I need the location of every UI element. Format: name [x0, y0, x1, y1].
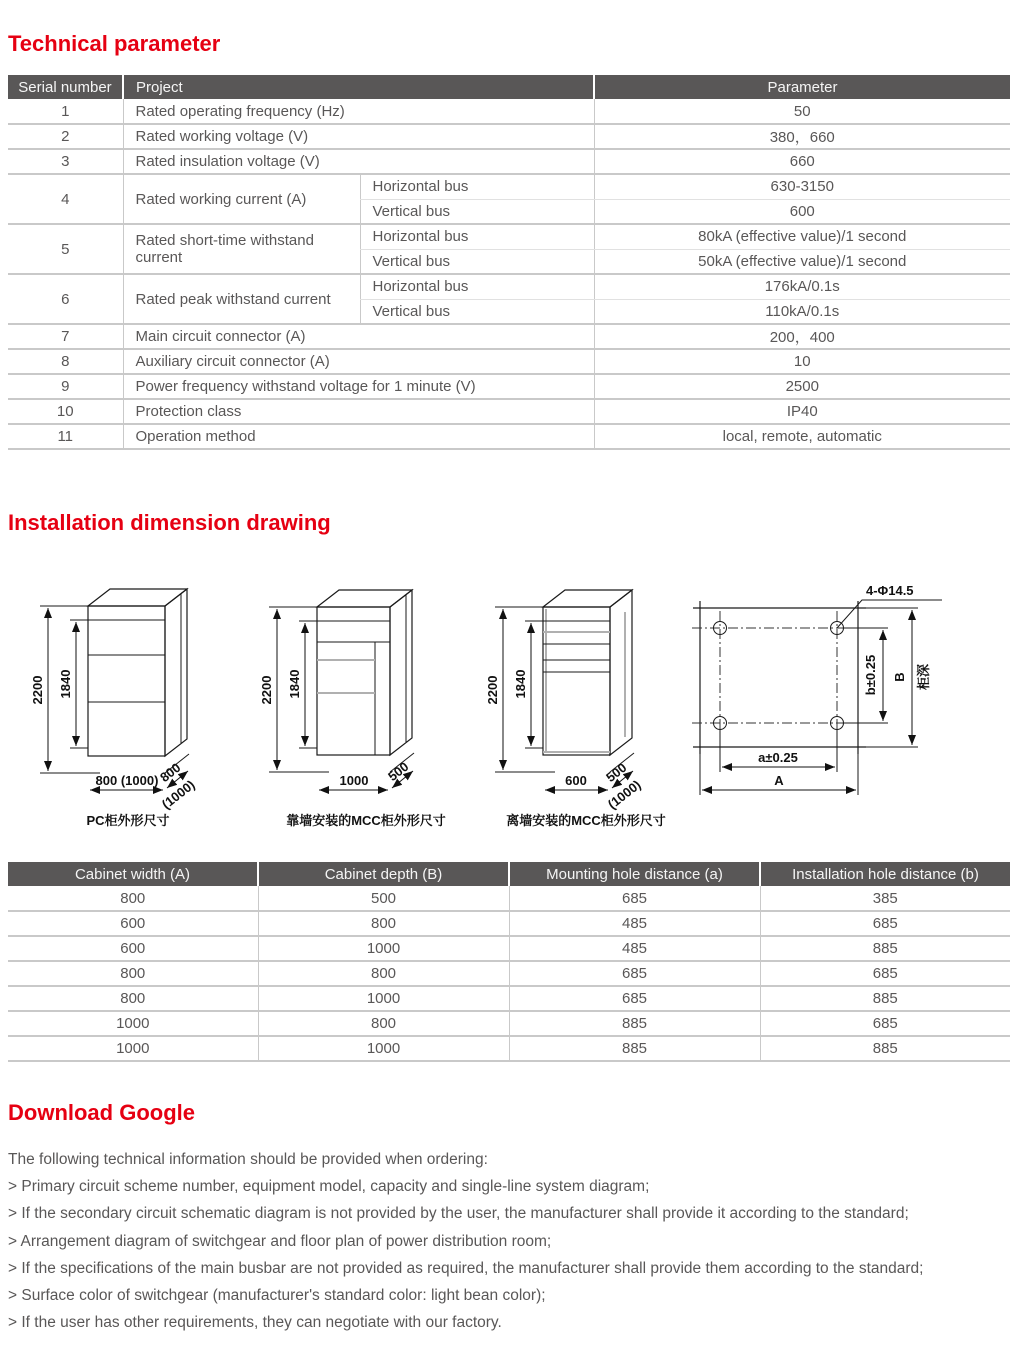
ordering-information — [8, 1146, 1010, 1336]
cell: 685 — [760, 911, 1010, 936]
ordering-intro: The following technical information should be provided when ordering: — [8, 1151, 488, 1168]
parameter-cell: 630-3150 — [594, 174, 1010, 199]
table-row — [8, 224, 1010, 249]
dim-label-width: 1000 — [339, 773, 369, 788]
table-row — [8, 961, 1010, 986]
cell: 685 — [509, 961, 760, 986]
dim-label-height: 2200 — [485, 675, 500, 705]
bus-cell: Horizontal bus — [360, 274, 594, 299]
parameter-cell: 10 — [594, 349, 1010, 374]
hole-spec-label: 4-Φ14.5 — [866, 583, 914, 598]
cell: 885 — [760, 1036, 1010, 1061]
bus-cell: Vertical bus — [360, 299, 594, 324]
dim-label-height: 2200 — [259, 675, 274, 705]
mcc-wall-cabinet-drawing — [255, 572, 470, 807]
dim-label-inner-height: 1840 — [58, 669, 73, 699]
cell: 500 — [258, 886, 509, 911]
table-row — [8, 174, 1010, 199]
bus-cell: Vertical bus — [360, 249, 594, 274]
cabinet-dimension-table — [8, 862, 1010, 1062]
serial-cell: 9 — [8, 374, 123, 399]
parameter-cell: local, remote, automatic — [594, 424, 1010, 449]
hole-distance-a-label: a±0.25 — [758, 750, 798, 765]
table-row — [8, 274, 1010, 299]
parameter-cell: 2500 — [594, 374, 1010, 399]
caption-mcc-free: 离墙安装的MCC柜外形尺寸 — [506, 813, 666, 828]
table-row — [8, 99, 1010, 124]
parameter-cell: 380，660 — [594, 124, 1010, 149]
bus-cell: Horizontal bus — [360, 224, 594, 249]
project-cell: Power frequency withstand voltage for 1 minute (V) — [123, 374, 594, 399]
cell: 800 — [8, 961, 258, 986]
cell: 485 — [509, 936, 760, 961]
dim-label-depth-alt: (1000) — [158, 776, 198, 812]
caption-pc-cabinet: PC柜外形尺寸 — [86, 813, 170, 828]
mounting-hole-plan-drawing — [690, 575, 1017, 805]
ordering-item: > Primary circuit scheme number, equipment model, capacity and single-line system diagram; — [8, 1178, 650, 1196]
mounting-holes — [714, 622, 844, 730]
project-cell: Rated working voltage (V) — [123, 124, 594, 149]
project-cell: Operation method — [123, 424, 594, 449]
technical-parameter-table — [8, 75, 1010, 450]
dimension-lines — [277, 609, 413, 790]
dim-label-inner-height: 1840 — [513, 669, 528, 699]
header-cabinet-width: Cabinet width (A) — [8, 862, 258, 886]
ordering-item: > Arrangement diagram of switchgear and floor plan of power distribution room; — [8, 1232, 552, 1250]
header-installation-hole-distance: Installation hole distance (b) — [760, 862, 1010, 886]
cell: 1000 — [8, 1036, 258, 1061]
project-cell: Rated peak withstand current — [123, 274, 360, 324]
serial-cell: 10 — [8, 399, 123, 424]
parameter-cell: 50 — [594, 99, 1010, 124]
project-cell: Main circuit connector (A) — [123, 324, 594, 349]
serial-cell: 8 — [8, 349, 123, 374]
cell: 885 — [509, 1036, 760, 1061]
cell: 685 — [760, 961, 1010, 986]
extension-lines — [700, 600, 942, 795]
table-row — [8, 886, 1010, 911]
cell: 800 — [8, 986, 258, 1011]
section-title-installation-drawing: Installation dimension drawing — [8, 510, 331, 535]
table-row — [8, 911, 1010, 936]
installation-drawings — [0, 560, 1017, 860]
parameter-cell: 50kA (effective value)/1 second — [594, 249, 1010, 274]
cell: 800 — [258, 1011, 509, 1036]
serial-cell: 7 — [8, 324, 123, 349]
dim-label-depth: 500 — [385, 758, 412, 785]
project-cell: Rated insulation voltage (V) — [123, 149, 594, 174]
dim-label-depth: 800 — [157, 759, 184, 786]
table-row — [8, 986, 1010, 1011]
parameter-cell: 110kA/0.1s — [594, 299, 1010, 324]
cell: 685 — [509, 986, 760, 1011]
table-header-row — [8, 75, 1010, 99]
header-serial-number: Serial number — [8, 75, 123, 99]
project-cell: Rated operating frequency (Hz) — [123, 99, 594, 124]
serial-cell: 6 — [8, 274, 123, 324]
project-cell: Protection class — [123, 399, 594, 424]
cabinet-depth-cn-label: 柜深 — [916, 663, 931, 691]
cell: 800 — [8, 886, 258, 911]
serial-cell: 3 — [8, 149, 123, 174]
section-title-technical-parameter: Technical parameter — [8, 31, 221, 56]
header-mounting-hole-distance: Mounting hole distance (a) — [509, 862, 760, 886]
cell: 1000 — [258, 986, 509, 1011]
hole-distance-b-label: b±0.25 — [863, 654, 878, 696]
table-row — [8, 936, 1010, 961]
cell: 685 — [760, 1011, 1010, 1036]
bus-cell: Vertical bus — [360, 199, 594, 224]
table-row — [8, 149, 1010, 174]
table-header-row — [8, 862, 1010, 886]
header-cabinet-depth: Cabinet depth (B) — [258, 862, 509, 886]
ordering-item: > If the secondary circuit schematic diagram is not provided by the user, the manufacturer shall provide it according to the standard; — [8, 1205, 909, 1223]
table-row — [8, 1011, 1010, 1036]
cell: 1000 — [258, 1036, 509, 1061]
header-parameter: Parameter — [594, 75, 1010, 99]
parameter-cell: 80kA (effective value)/1 second — [594, 224, 1010, 249]
table-row — [8, 1036, 1010, 1061]
cell: 885 — [760, 936, 1010, 961]
center-lines — [692, 611, 866, 743]
table-row — [8, 374, 1010, 399]
dimension-lines — [702, 610, 912, 790]
caption-mcc-wall: 靠墙安装的MCC柜外形尺寸 — [286, 813, 446, 828]
dim-label-depth: 500 — [603, 759, 630, 786]
table-row — [8, 349, 1010, 374]
cabinet-depth-letter-label: B — [892, 672, 907, 682]
table-row — [8, 424, 1010, 449]
cell: 685 — [509, 886, 760, 911]
parameter-cell: 660 — [594, 149, 1010, 174]
dim-label-depth-alt: (1000) — [604, 776, 644, 812]
serial-cell: 11 — [8, 424, 123, 449]
project-cell: Rated working current (A) — [123, 174, 360, 224]
cell: 600 — [8, 911, 258, 936]
cell: 800 — [258, 911, 509, 936]
cell: 385 — [760, 886, 1010, 911]
cell: 600 — [8, 936, 258, 961]
serial-cell: 1 — [8, 99, 123, 124]
dim-label-inner-height: 1840 — [287, 669, 302, 699]
dim-label-width: 800 (1000) — [95, 773, 159, 788]
serial-cell: 2 — [8, 124, 123, 149]
ordering-item: > Surface color of switchgear (manufacturer's standard color: light bean color); — [8, 1287, 546, 1305]
ordering-item: > If the user has other requirements, they can negotiate with our factory. — [8, 1314, 502, 1332]
section-title-download: Download Google — [8, 1100, 195, 1125]
cell: 885 — [760, 986, 1010, 1011]
dimension-lines — [503, 609, 633, 790]
parameter-cell: IP40 — [594, 399, 1010, 424]
dim-label-width: 600 — [565, 773, 587, 788]
parameter-cell: 200，400 — [594, 324, 1010, 349]
cell: 1000 — [8, 1011, 258, 1036]
header-project: Project — [123, 75, 594, 99]
cell: 885 — [509, 1011, 760, 1036]
cell: 800 — [258, 961, 509, 986]
table-row — [8, 324, 1010, 349]
cell: 485 — [509, 911, 760, 936]
mcc-free-cabinet-drawing — [480, 572, 690, 812]
cabinet-width-letter-label: A — [774, 773, 784, 788]
project-cell: Auxiliary circuit connector (A) — [123, 349, 594, 374]
parameter-cell: 176kA/0.1s — [594, 274, 1010, 299]
pc-cabinet-drawing — [28, 572, 218, 812]
serial-cell: 5 — [8, 224, 123, 274]
serial-cell: 4 — [8, 174, 123, 224]
parameter-cell: 600 — [594, 199, 1010, 224]
ordering-item: > If the specifications of the main busbar are not provided as required, the manufacturer shall provide them according to the standard; — [8, 1259, 924, 1277]
dim-label-height: 2200 — [30, 675, 45, 705]
table-row — [8, 399, 1010, 424]
cell: 1000 — [258, 936, 509, 961]
table-row — [8, 124, 1010, 149]
project-cell: Rated short-time withstand current — [123, 224, 360, 274]
bus-cell: Horizontal bus — [360, 174, 594, 199]
